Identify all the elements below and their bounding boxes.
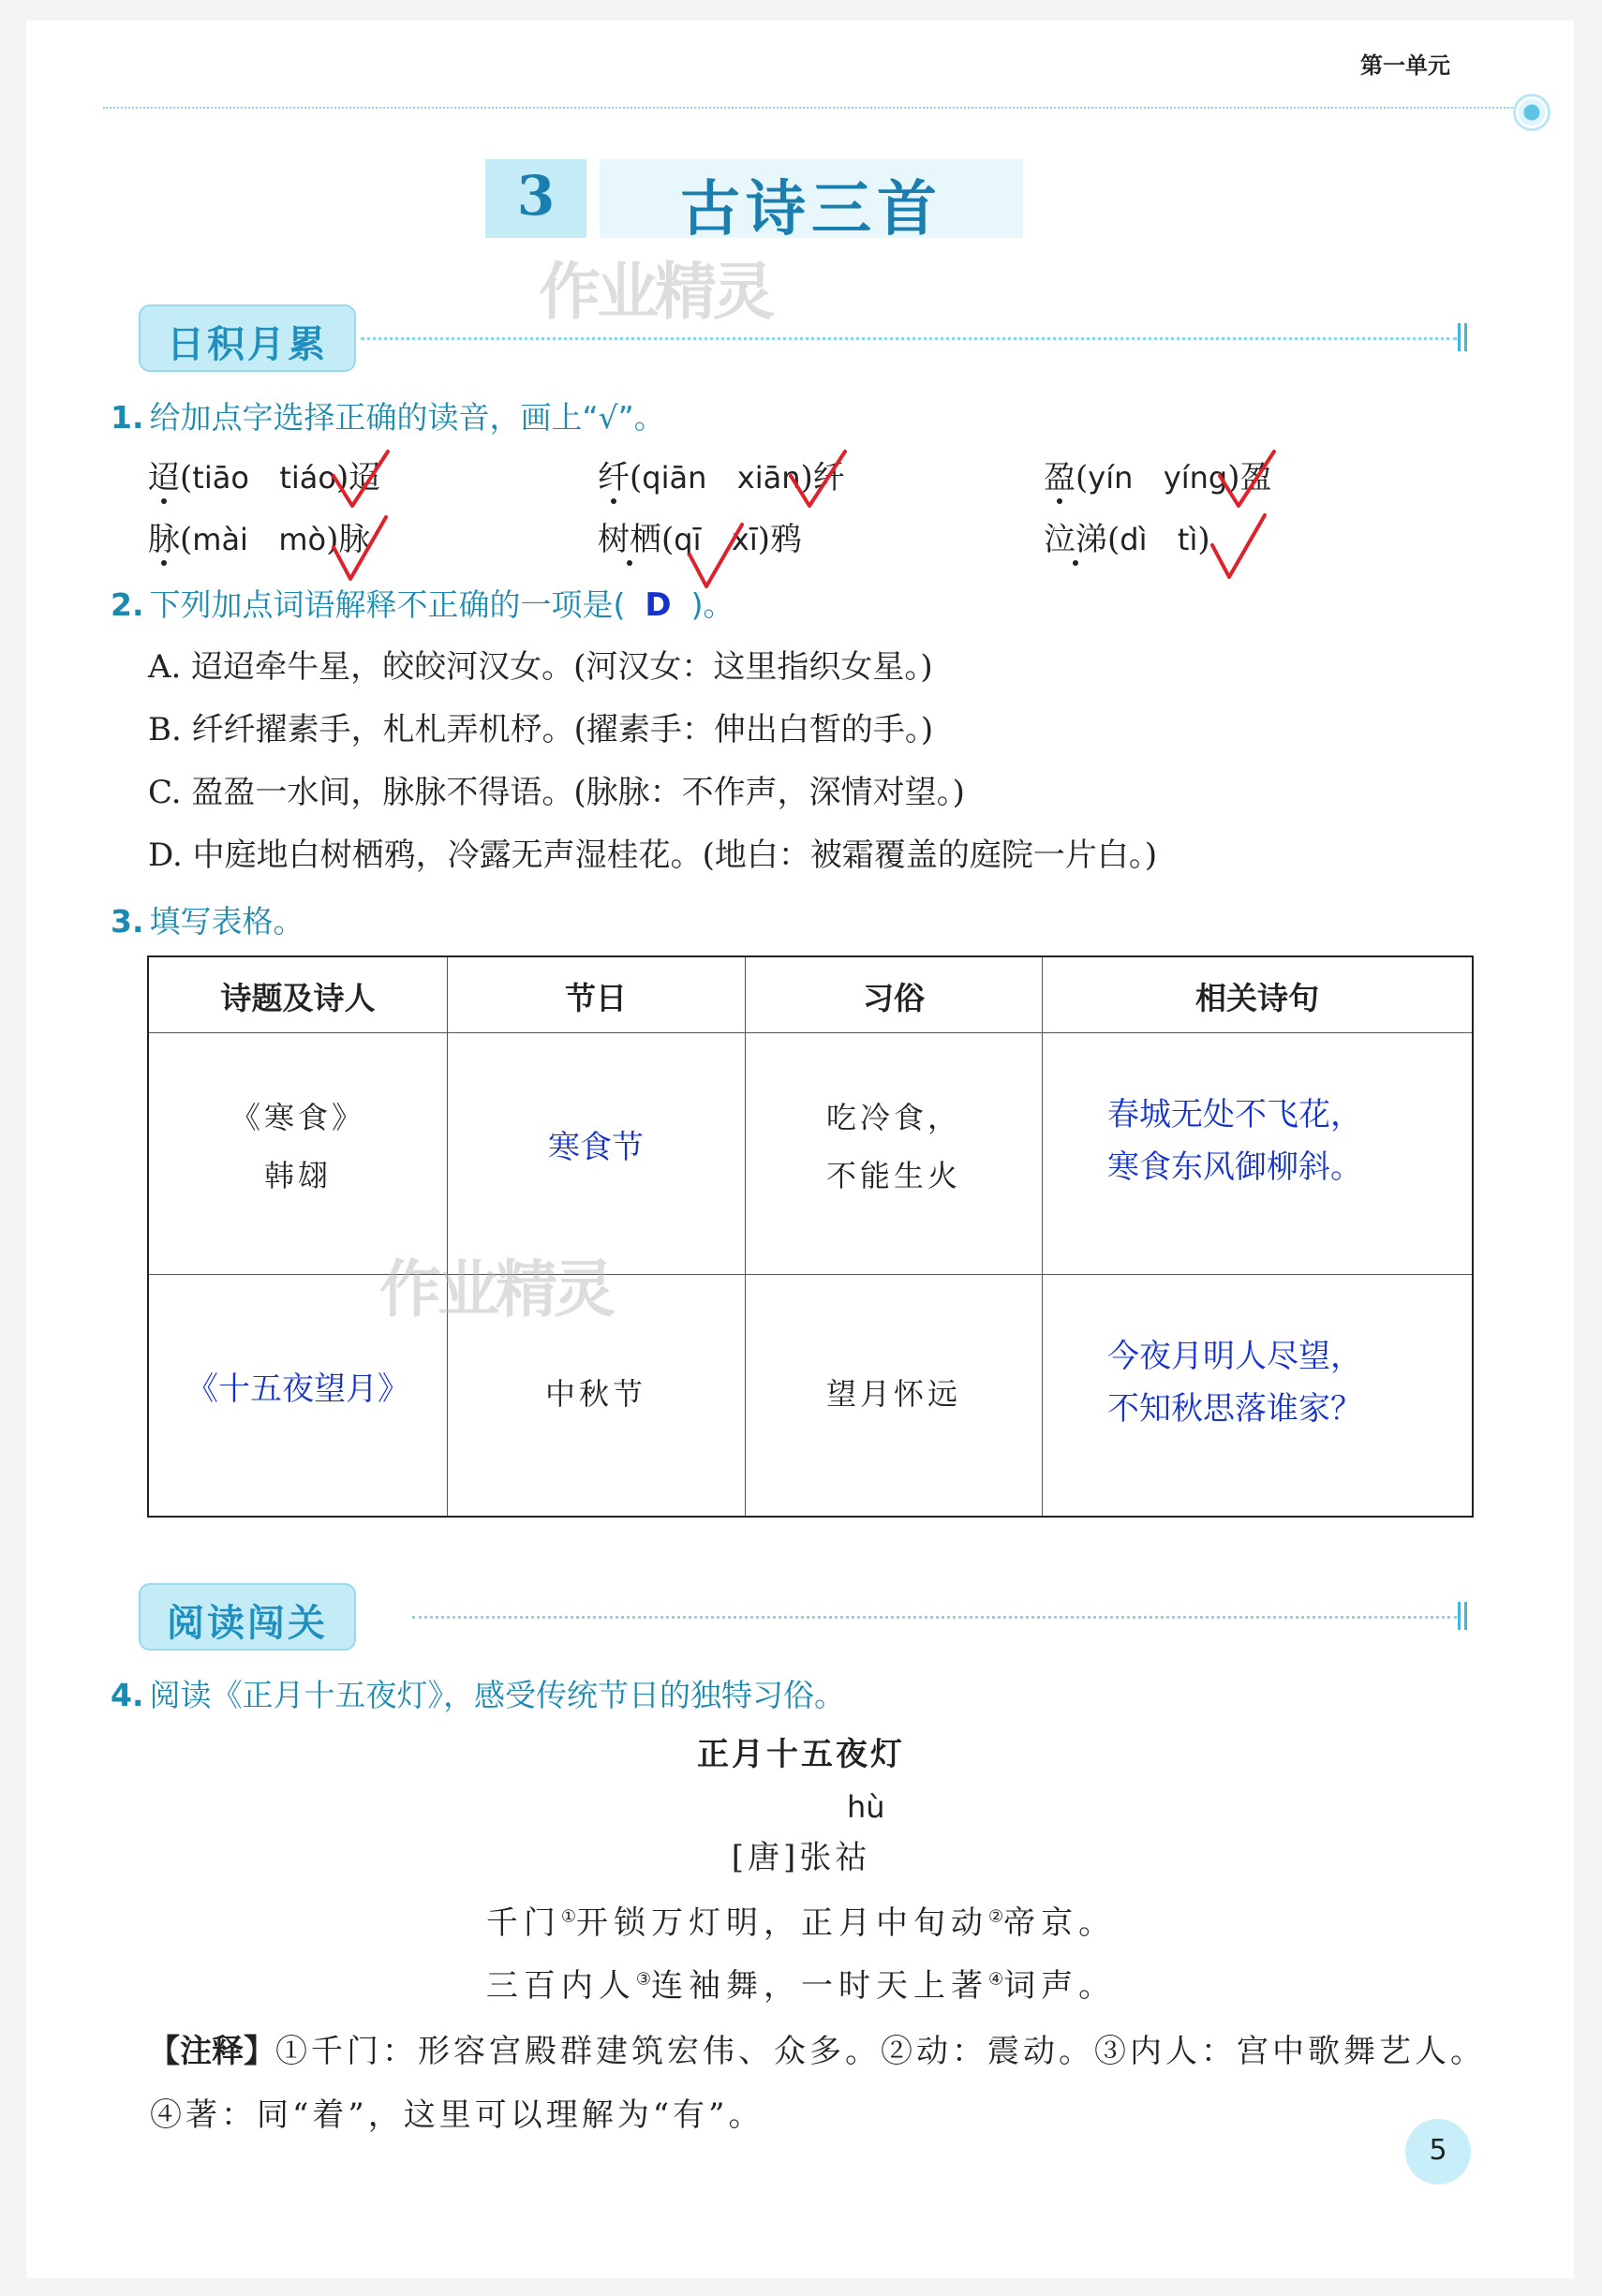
check-mark-icon <box>785 448 851 513</box>
custom-line: 不能生火 <box>825 1158 961 1193</box>
question-text: 下列加点词语解释不正确的一项是( <box>149 586 626 623</box>
question-1-prompt <box>111 393 665 437</box>
festival-table <box>147 955 1474 1518</box>
pinyin-option: mài <box>192 522 248 557</box>
option-c: C. 盈盈一水间，脉脉不得语。(脉脉：不作声，深情对望。) <box>148 774 965 811</box>
pinyin-item <box>1044 513 1210 559</box>
dotted-char: 迢 <box>148 459 180 496</box>
question-text-end: )。 <box>690 586 734 623</box>
word-char: 鸦 <box>770 521 802 558</box>
lesson-title: 古诗三首 <box>680 174 942 244</box>
question-number: 3. <box>111 903 144 940</box>
paren: ( <box>630 459 643 496</box>
question-number: 4. <box>111 1677 144 1713</box>
dotted-char: 树栖 <box>598 521 661 558</box>
pinyin-option: mò <box>278 522 327 557</box>
pinyin-option: tì <box>1177 522 1198 557</box>
section-divider <box>361 337 1457 340</box>
word-char: 盈 <box>1239 459 1272 496</box>
section-end-mark-icon <box>1458 1602 1467 1630</box>
custom-line: 吃冷食， <box>825 1100 961 1135</box>
poem-text: 千门 <box>485 1904 561 1942</box>
pinyin-option: dì <box>1120 522 1148 557</box>
poem-line <box>0 1960 1602 2006</box>
question-3-prompt <box>111 897 304 941</box>
footnote-mark: ① <box>560 1906 576 1927</box>
poem-text: 开锁万灯明，正月中旬动 <box>576 1904 988 1942</box>
poem-text: 三百内人 <box>485 1967 636 2005</box>
dotted-char: 泣涕 <box>1044 521 1107 558</box>
word-char: 纤 <box>812 459 845 496</box>
dotted-char: 纤 <box>598 459 630 496</box>
table-divider <box>745 957 746 1516</box>
paren: ) <box>800 459 813 496</box>
question-text: 给加点字选择正确的读音，画上“√”。 <box>149 399 665 436</box>
poem-title-cell: 《十五夜望月》 <box>186 1370 409 1408</box>
footnote-mark: ② <box>988 1906 1004 1927</box>
table-divider <box>149 1032 1472 1033</box>
paren: ( <box>1075 459 1089 496</box>
option-d: D. 中庭地白树栖鸦，冷露无声湿桂花。(地白：被霜覆盖的庭院一片白。) <box>148 837 1158 874</box>
poem-notes-continued: ④著：同“着”，这里可以理解为“有”。 <box>150 2096 764 2134</box>
table-cell-custom: 望月怀远 <box>825 1376 961 1412</box>
paren: ) <box>1197 521 1210 558</box>
verse-line: 寒食东风御柳斜。 <box>1107 1148 1362 1186</box>
page-number: 5 <box>1429 2134 1447 2167</box>
table-cell-festival: 寒食节 <box>548 1129 644 1166</box>
poet-cell: 韩翃 <box>263 1158 332 1193</box>
check-mark-icon <box>1207 511 1272 583</box>
paren: ( <box>1107 521 1120 558</box>
paren: ) <box>1227 459 1240 496</box>
poem-title: 正月十五夜灯 <box>697 1736 905 1773</box>
watermark: 作业精灵 <box>539 256 771 328</box>
table-divider <box>149 1274 1472 1275</box>
table-cell-verse <box>1042 1089 1473 1193</box>
poem-line <box>0 1897 1602 1943</box>
table-cell-festival: 中秋节 <box>544 1376 646 1412</box>
poem-notes <box>148 2025 1486 2071</box>
poem-text: 词声。 <box>1003 1967 1117 2005</box>
verse-line: 不知秋思落谁家？ <box>1107 1390 1362 1428</box>
option-a: A. 迢迢牵牛星，皎皎河汉女。(河汉女：这里指织女星。) <box>148 648 933 686</box>
notes-label: 【注释】 <box>148 2033 275 2070</box>
section-end-mark-icon <box>1458 323 1467 351</box>
table-header: 节日 <box>565 980 627 1016</box>
header-circle-icon <box>1513 94 1550 131</box>
pinyin-option: qī <box>674 522 702 557</box>
pinyin-option: yíng <box>1163 460 1228 496</box>
paren: ) <box>757 521 770 558</box>
section-title-accumulate: 日积月累 <box>167 323 328 366</box>
poem-title-cell: 《寒食》 <box>230 1100 365 1135</box>
header-divider <box>103 107 1527 109</box>
answer-text: D <box>645 586 672 624</box>
dotted-char: 盈 <box>1044 459 1075 496</box>
footnote-mark: ④ <box>988 1969 1004 1990</box>
paren: ) <box>326 521 339 558</box>
table-cell-verse <box>1042 1330 1473 1435</box>
poem-text: 连袖舞，一时天上著 <box>651 1967 988 2005</box>
poem-author: [唐]张祜 <box>731 1839 871 1876</box>
pinyin-option: qiān <box>642 460 707 496</box>
author-pinyin: hù <box>847 1789 885 1825</box>
word-char: 迢 <box>349 459 381 496</box>
table-header: 习俗 <box>863 980 925 1016</box>
option-b: B. 纤纤擢素手，札札弄机杼。(擢素手：伸出白皙的手。) <box>148 711 934 748</box>
pinyin-option: xiān <box>736 460 801 496</box>
section-title-reading: 阅读闯关 <box>167 1602 328 1645</box>
paren: ( <box>180 459 193 496</box>
table-divider <box>447 957 448 1516</box>
paren: ( <box>661 521 675 558</box>
table-header: 诗题及诗人 <box>220 980 376 1016</box>
table-header: 相关诗句 <box>1195 980 1319 1016</box>
question-text: 阅读《正月十五夜灯》，感受传统节日的独特习俗。 <box>149 1677 845 1713</box>
question-number: 1. <box>111 399 144 436</box>
verse-line: 今夜月明人尽望， <box>1107 1338 1362 1375</box>
question-text: 填写表格。 <box>149 903 304 940</box>
question-4-prompt <box>111 1671 845 1715</box>
footnote-mark: ③ <box>635 1969 651 1990</box>
table-cell-poem <box>149 1360 447 1418</box>
question-number: 2. <box>111 586 144 623</box>
watermark: 作业精灵 <box>379 1253 612 1326</box>
check-mark-icon <box>328 448 393 513</box>
check-mark-icon <box>328 513 393 585</box>
word-char: 脉 <box>338 521 371 558</box>
paren: ( <box>180 521 193 558</box>
unit-label: 第一单元 <box>1360 52 1450 79</box>
paren: ) <box>335 459 349 496</box>
pinyin-option: tiāo <box>192 460 249 496</box>
dotted-char: 脉 <box>148 521 180 558</box>
question-2-prompt <box>111 581 734 625</box>
table-cell-poem <box>149 1089 447 1205</box>
check-mark-icon <box>1214 448 1280 513</box>
lesson-number: 3 <box>516 164 556 228</box>
table-cell-custom <box>745 1089 1043 1205</box>
poem-text: 帝京。 <box>1003 1904 1117 1942</box>
section-divider <box>412 1616 1457 1619</box>
pinyin-option: yín <box>1088 460 1134 496</box>
pinyin-option: tiáo <box>279 460 336 496</box>
notes-text: ①千门：形容宫殿群建筑宏伟、众多。②动：震动。③内人：宫中歌舞艺人。 <box>275 2033 1486 2070</box>
verse-line: 春城无处不飞花， <box>1107 1096 1362 1133</box>
pinyin-option: xī <box>731 522 758 557</box>
